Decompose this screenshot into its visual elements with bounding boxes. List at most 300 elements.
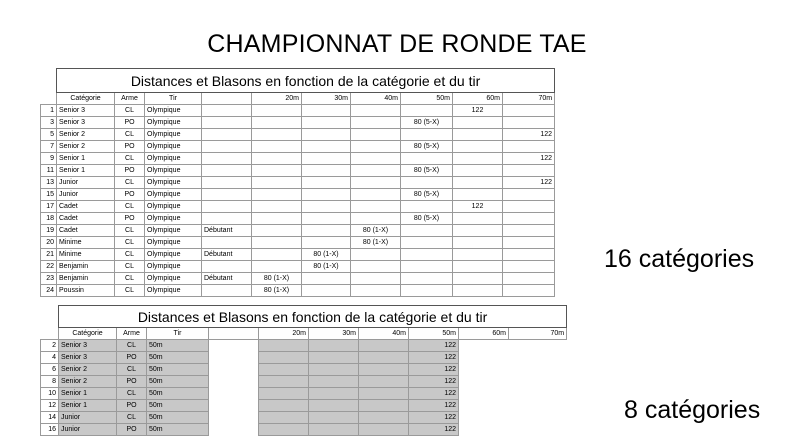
cell-d60 <box>453 285 503 297</box>
cell-tir: 50m <box>147 400 209 412</box>
cell-tir: 50m <box>147 340 209 352</box>
cell-empty <box>359 340 409 352</box>
cell-empty <box>309 376 359 388</box>
cell-cat: Senior 1 <box>59 400 117 412</box>
cell-d60 <box>453 261 503 273</box>
col-header: 60m <box>453 93 503 105</box>
cell-empty <box>359 376 409 388</box>
cell-d70 <box>503 249 555 261</box>
table-row <box>41 213 555 225</box>
cell-tir: 50m <box>147 376 209 388</box>
cell-d70 <box>503 165 555 177</box>
cell-d40 <box>351 201 401 213</box>
cell-d70 <box>503 201 555 213</box>
cell-d60 <box>453 153 503 165</box>
col-header: 70m <box>509 328 567 340</box>
cell-arme: CL <box>115 225 145 237</box>
cell-d50: 80 (5-X) <box>401 141 453 153</box>
cell-tir: Olympique <box>145 261 202 273</box>
cell-d20 <box>252 141 302 153</box>
cell-d20 <box>252 201 302 213</box>
cell-arme: CL <box>115 153 145 165</box>
cell-d50 <box>401 285 453 297</box>
cell-n: 9 <box>41 153 57 165</box>
cell-tir: 50m <box>147 412 209 424</box>
cell-note <box>202 285 252 297</box>
cell-arme: CL <box>115 129 145 141</box>
cell-empty <box>309 352 359 364</box>
col-header: 50m <box>401 93 453 105</box>
cell-n: 1 <box>41 105 57 117</box>
col-header <box>202 93 252 105</box>
cell-d30 <box>302 105 351 117</box>
cell-d60: 122 <box>453 105 503 117</box>
cell-d50 <box>401 249 453 261</box>
col-header: Tir <box>145 93 202 105</box>
cell-cat: Minime <box>57 249 115 261</box>
cell-empty <box>459 364 509 376</box>
cell-empty <box>259 364 309 376</box>
cell-d70: 122 <box>503 129 555 141</box>
table-row <box>41 117 555 129</box>
cell-empty <box>259 340 309 352</box>
cell-d60 <box>453 273 503 285</box>
cell-n: 21 <box>41 249 57 261</box>
cell-n: 10 <box>41 388 59 400</box>
cell-note <box>202 237 252 249</box>
cell-n: 20 <box>41 237 57 249</box>
cell-d60 <box>453 117 503 129</box>
table-row <box>41 153 555 165</box>
cell-n: 8 <box>41 376 59 388</box>
cell-d30 <box>302 213 351 225</box>
cell-n: 17 <box>41 201 57 213</box>
table-row <box>41 364 567 376</box>
col-header: 20m <box>259 328 309 340</box>
cell-empty <box>509 400 567 412</box>
cell-empty <box>209 364 259 376</box>
cell-tir: Olympique <box>145 249 202 261</box>
cell-d40 <box>351 285 401 297</box>
cell-empty <box>359 388 409 400</box>
cell-d60 <box>453 225 503 237</box>
cell-cat: Cadet <box>57 201 115 213</box>
cell-arme: PO <box>115 141 145 153</box>
cell-cat: Senior 1 <box>57 153 115 165</box>
cell-arme: CL <box>117 340 147 352</box>
cell-d60 <box>453 213 503 225</box>
col-header: 70m <box>503 93 555 105</box>
slide-title: CHAMPIONNAT DE RONDE TAE <box>207 30 587 58</box>
cell-d50 <box>401 273 453 285</box>
table-row <box>41 105 555 117</box>
cell-cat: Senior 3 <box>57 117 115 129</box>
cell-cat: Junior <box>59 412 117 424</box>
col-header: 40m <box>351 93 401 105</box>
cell-empty <box>209 376 259 388</box>
cell-cat: Senior 1 <box>59 388 117 400</box>
cell-tir: Olympique <box>145 201 202 213</box>
cell-d40: 80 (1-X) <box>351 225 401 237</box>
cell-arme: CL <box>115 177 145 189</box>
cell-d50: 122 <box>409 388 459 400</box>
cell-d60 <box>453 129 503 141</box>
cell-arme: PO <box>115 213 145 225</box>
cell-n: 22 <box>41 261 57 273</box>
col-header: Arme <box>117 328 147 340</box>
cell-n: 14 <box>41 412 59 424</box>
cell-n: 4 <box>41 352 59 364</box>
cell-n: 13 <box>41 177 57 189</box>
cell-empty <box>259 352 309 364</box>
cell-empty <box>359 400 409 412</box>
cell-d40 <box>351 165 401 177</box>
cell-note <box>202 117 252 129</box>
cell-empty <box>309 400 359 412</box>
cell-note <box>202 177 252 189</box>
cell-note: Débutant <box>202 273 252 285</box>
cell-arme: CL <box>115 273 145 285</box>
table-row <box>41 340 567 352</box>
cell-note <box>202 153 252 165</box>
cell-empty <box>359 364 409 376</box>
cell-empty <box>359 424 409 436</box>
cell-d20 <box>252 249 302 261</box>
cell-d50 <box>401 261 453 273</box>
cell-tir: Olympique <box>145 225 202 237</box>
cell-d60 <box>453 249 503 261</box>
cell-empty <box>259 388 309 400</box>
cell-tir: Olympique <box>145 189 202 201</box>
cell-empty <box>259 376 309 388</box>
table-16-categories <box>40 68 555 297</box>
cell-d20 <box>252 189 302 201</box>
cell-d50: 122 <box>409 400 459 412</box>
cell-arme: CL <box>117 388 147 400</box>
table-row <box>41 285 555 297</box>
cell-d40 <box>351 105 401 117</box>
cell-note <box>202 165 252 177</box>
cell-d30: 80 (1-X) <box>302 261 351 273</box>
cell-tir: Olympique <box>145 273 202 285</box>
cell-cat: Junior <box>59 424 117 436</box>
cell-note <box>202 105 252 117</box>
cell-empty <box>509 364 567 376</box>
cell-cat: Senior 2 <box>59 376 117 388</box>
cell-arme: PO <box>117 352 147 364</box>
cell-empty <box>359 352 409 364</box>
cell-d30 <box>302 117 351 129</box>
table-8-categories <box>40 305 567 436</box>
table-row <box>41 400 567 412</box>
cell-d60 <box>453 189 503 201</box>
cell-empty <box>459 424 509 436</box>
cell-arme: PO <box>115 189 145 201</box>
cell-cat: Benjamin <box>57 261 115 273</box>
table-row <box>41 201 555 213</box>
cell-empty <box>209 352 259 364</box>
cell-empty <box>459 376 509 388</box>
cell-d50 <box>401 105 453 117</box>
cell-n: 19 <box>41 225 57 237</box>
col-header: 30m <box>309 328 359 340</box>
cell-tir: Olympique <box>145 117 202 129</box>
cell-empty <box>459 352 509 364</box>
cell-d30 <box>302 225 351 237</box>
cell-cat: Senior 2 <box>57 141 115 153</box>
cell-cat: Cadet <box>57 225 115 237</box>
table-row <box>41 225 555 237</box>
cell-d30 <box>302 237 351 249</box>
cell-note <box>202 201 252 213</box>
cell-n: 12 <box>41 400 59 412</box>
cell-d70 <box>503 225 555 237</box>
cell-empty <box>259 424 309 436</box>
cell-d20 <box>252 237 302 249</box>
cell-n: 3 <box>41 117 57 129</box>
cell-d50 <box>401 177 453 189</box>
cell-d40 <box>351 177 401 189</box>
cell-d40: 80 (1-X) <box>351 237 401 249</box>
cell-tir: 50m <box>147 364 209 376</box>
table-row <box>41 129 555 141</box>
cell-note <box>202 189 252 201</box>
col-header <box>209 328 259 340</box>
table-row <box>41 165 555 177</box>
cell-arme: CL <box>115 105 145 117</box>
cell-arme: CL <box>115 261 145 273</box>
cell-tir: Olympique <box>145 129 202 141</box>
table-row <box>41 352 567 364</box>
table-row <box>41 249 555 261</box>
cell-tir: Olympique <box>145 237 202 249</box>
cell-d30 <box>302 165 351 177</box>
cell-d30 <box>302 189 351 201</box>
cell-d40 <box>351 213 401 225</box>
cell-d70 <box>503 105 555 117</box>
cell-arme: PO <box>115 165 145 177</box>
cell-d30 <box>302 177 351 189</box>
cell-tir: Olympique <box>145 141 202 153</box>
cell-d50: 80 (5-X) <box>401 165 453 177</box>
cell-d70 <box>503 261 555 273</box>
cell-cat: Senior 1 <box>57 165 115 177</box>
cell-empty <box>259 400 309 412</box>
cell-d60 <box>453 141 503 153</box>
cell-cat: Junior <box>57 177 115 189</box>
cell-cat: Senior 2 <box>59 364 117 376</box>
cell-note <box>202 261 252 273</box>
cell-empty <box>459 400 509 412</box>
col-header: 50m <box>409 328 459 340</box>
cell-d70 <box>503 213 555 225</box>
table-row <box>41 424 567 436</box>
cell-d50: 122 <box>409 352 459 364</box>
cell-d20 <box>252 177 302 189</box>
cell-d50: 80 (5-X) <box>401 213 453 225</box>
cell-n: 23 <box>41 273 57 285</box>
table-row <box>41 412 567 424</box>
cell-d70: 122 <box>503 177 555 189</box>
cell-d50 <box>401 153 453 165</box>
table1-title: Distances et Blasons en fonction de la catégorie et du tir <box>57 69 555 93</box>
cell-note: Débutant <box>202 249 252 261</box>
cell-note: Débutant <box>202 225 252 237</box>
cell-d20: 80 (1-X) <box>252 273 302 285</box>
table-row <box>41 273 555 285</box>
cell-d30 <box>302 129 351 141</box>
cell-d30 <box>302 285 351 297</box>
cell-d50: 122 <box>409 340 459 352</box>
cell-empty <box>509 424 567 436</box>
cell-tir: 50m <box>147 388 209 400</box>
cell-d70 <box>503 189 555 201</box>
cell-d20: 80 (1-X) <box>252 285 302 297</box>
cell-d20 <box>252 129 302 141</box>
cell-d40 <box>351 189 401 201</box>
caption-8-categories: 8 catégories <box>624 396 761 424</box>
cell-note <box>202 129 252 141</box>
table-row <box>41 261 555 273</box>
cell-cat: Senior 3 <box>59 340 117 352</box>
cell-empty <box>459 388 509 400</box>
cell-empty <box>509 376 567 388</box>
table-row <box>41 376 567 388</box>
col-header: Catégorie <box>59 328 117 340</box>
table-row <box>41 388 567 400</box>
cell-d50 <box>401 201 453 213</box>
cell-d40 <box>351 129 401 141</box>
cell-cat: Senior 3 <box>59 352 117 364</box>
table2-title: Distances et Blasons en fonction de la catégorie et du tir <box>59 306 567 328</box>
cell-empty <box>509 340 567 352</box>
cell-note <box>202 213 252 225</box>
caption-16-categories: 16 catégories <box>604 245 755 273</box>
cell-cat: Minime <box>57 237 115 249</box>
cell-arme: CL <box>115 285 145 297</box>
table-row <box>41 177 555 189</box>
cell-d40 <box>351 117 401 129</box>
cell-note <box>202 141 252 153</box>
cell-arme: CL <box>115 249 145 261</box>
cell-arme: PO <box>117 424 147 436</box>
cell-arme: PO <box>115 117 145 129</box>
cell-tir: Olympique <box>145 105 202 117</box>
table-row <box>41 141 555 153</box>
cell-d40 <box>351 261 401 273</box>
cell-d30 <box>302 153 351 165</box>
cell-tir: Olympique <box>145 165 202 177</box>
cell-arme: CL <box>115 237 145 249</box>
cell-d50: 122 <box>409 364 459 376</box>
cell-d60: 122 <box>453 201 503 213</box>
cell-n: 2 <box>41 340 59 352</box>
cell-empty <box>509 352 567 364</box>
cell-n: 7 <box>41 141 57 153</box>
cell-cat: Cadet <box>57 213 115 225</box>
cell-d70 <box>503 117 555 129</box>
cell-empty <box>209 340 259 352</box>
cell-d30 <box>302 273 351 285</box>
cell-d60 <box>453 237 503 249</box>
cell-n: 18 <box>41 213 57 225</box>
cell-d50 <box>401 129 453 141</box>
cell-d40 <box>351 153 401 165</box>
cell-arme: CL <box>117 364 147 376</box>
cell-arme: CL <box>117 412 147 424</box>
cell-d70 <box>503 141 555 153</box>
cell-empty <box>209 424 259 436</box>
cell-arme: PO <box>117 376 147 388</box>
cell-d20 <box>252 153 302 165</box>
cell-empty <box>459 340 509 352</box>
cell-cat: Benjamin <box>57 273 115 285</box>
cell-d20 <box>252 165 302 177</box>
cell-n: 15 <box>41 189 57 201</box>
cell-d40 <box>351 249 401 261</box>
cell-tir: 50m <box>147 424 209 436</box>
cell-d50: 80 (5-X) <box>401 189 453 201</box>
cell-d50 <box>401 237 453 249</box>
cell-empty <box>509 388 567 400</box>
cell-empty <box>209 388 259 400</box>
cell-empty <box>509 412 567 424</box>
cell-tir: Olympique <box>145 177 202 189</box>
cell-empty <box>459 412 509 424</box>
cell-cat: Junior <box>57 189 115 201</box>
cell-d70: 122 <box>503 153 555 165</box>
cell-empty <box>209 400 259 412</box>
cell-d50: 122 <box>409 376 459 388</box>
cell-cat: Senior 2 <box>57 129 115 141</box>
cell-cat: Senior 3 <box>57 105 115 117</box>
cell-n: 16 <box>41 424 59 436</box>
cell-empty <box>259 412 309 424</box>
cell-d30 <box>302 201 351 213</box>
cell-d40 <box>351 141 401 153</box>
col-header: Arme <box>115 93 145 105</box>
cell-tir: 50m <box>147 352 209 364</box>
cell-empty <box>209 412 259 424</box>
cell-empty <box>309 364 359 376</box>
cell-tir: Olympique <box>145 213 202 225</box>
cell-empty <box>309 388 359 400</box>
cell-d20 <box>252 117 302 129</box>
cell-d30 <box>302 141 351 153</box>
table-row <box>41 189 555 201</box>
cell-d20 <box>252 213 302 225</box>
col-header: 20m <box>252 93 302 105</box>
col-header: 30m <box>302 93 351 105</box>
cell-d70 <box>503 237 555 249</box>
cell-n: 11 <box>41 165 57 177</box>
cell-d20 <box>252 105 302 117</box>
cell-d50: 122 <box>409 424 459 436</box>
cell-arme: CL <box>115 201 145 213</box>
col-header: 60m <box>459 328 509 340</box>
cell-n: 6 <box>41 364 59 376</box>
cell-cat: Poussin <box>57 285 115 297</box>
cell-d40 <box>351 273 401 285</box>
cell-d50 <box>401 225 453 237</box>
cell-d50: 80 (5-X) <box>401 117 453 129</box>
col-header: 40m <box>359 328 409 340</box>
table-row <box>41 237 555 249</box>
cell-tir: Olympique <box>145 153 202 165</box>
cell-empty <box>309 424 359 436</box>
col-header: Tir <box>147 328 209 340</box>
cell-n: 5 <box>41 129 57 141</box>
